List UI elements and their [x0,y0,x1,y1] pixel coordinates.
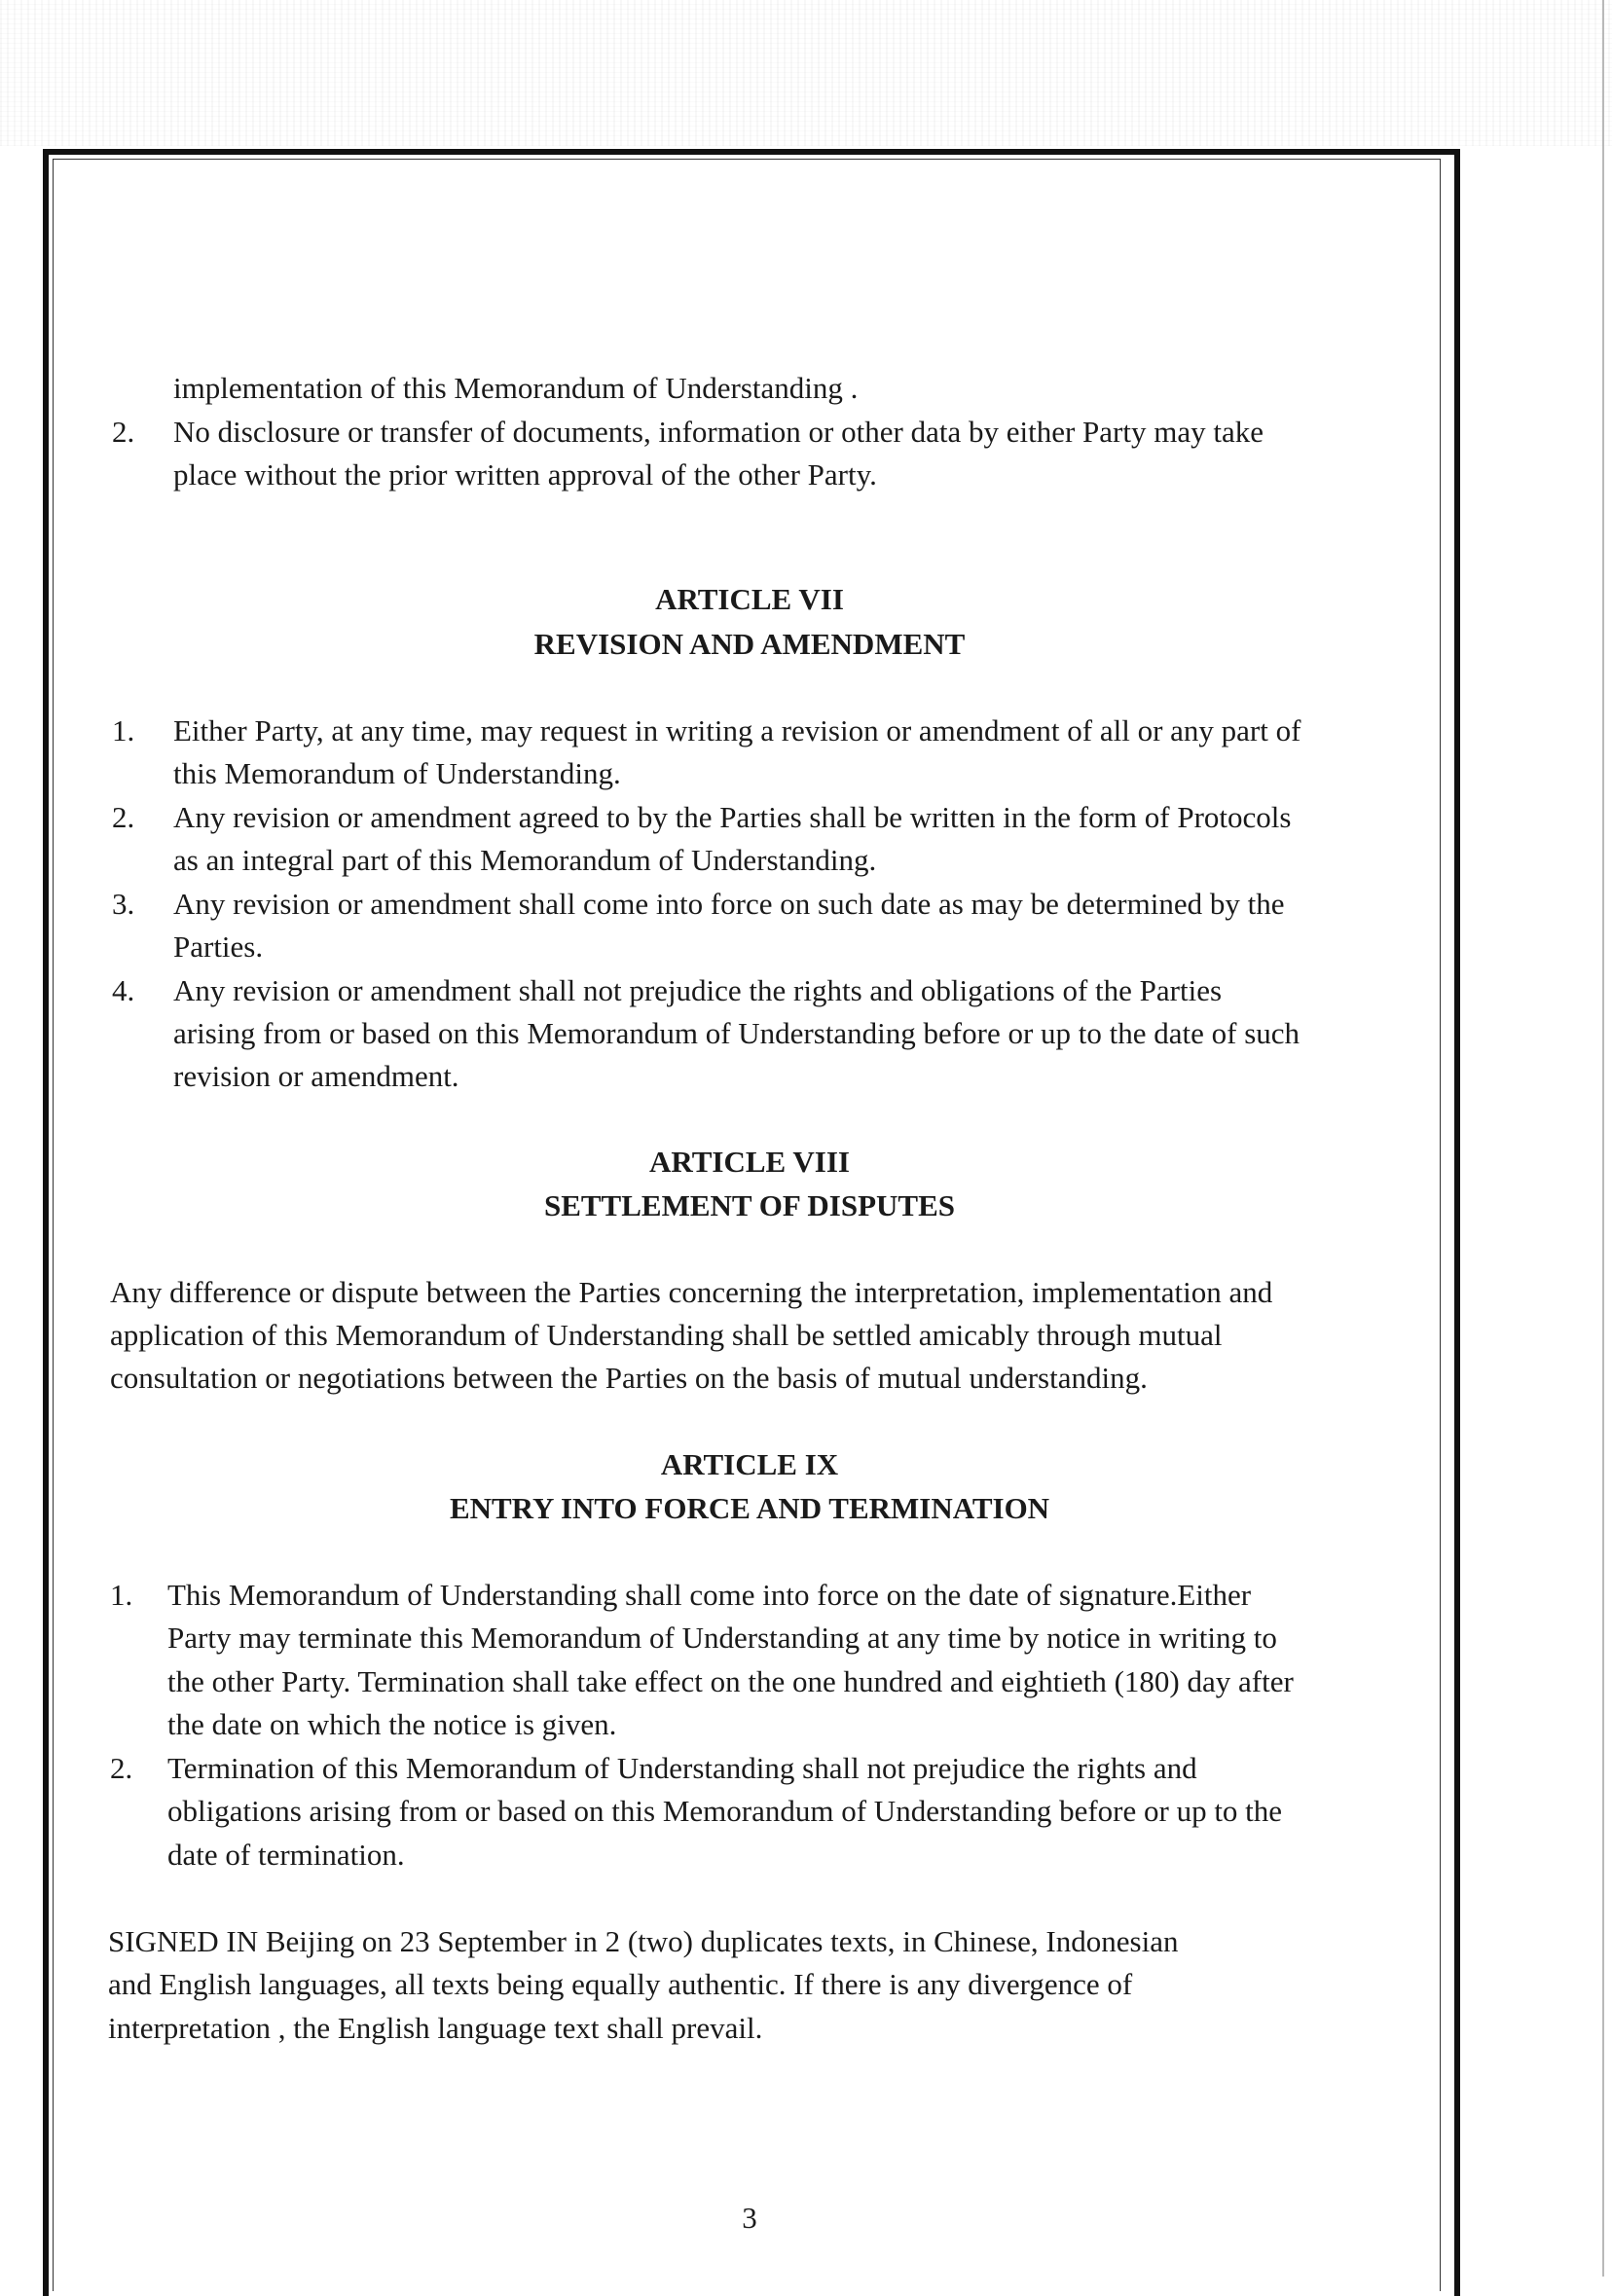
signature-clause-line: interpretation , the English language text shall prevail. [108,2011,763,2045]
article-number-heading: ARTICLE IX [660,1447,839,1481]
article-number-heading: ARTICLE VIII [649,1145,850,1179]
list-item-line: the other Party. Termination shall take effect on the one hundred and eightieth (180) day after [167,1664,1294,1698]
list-item-line: obligations arising from or based on this Memorandum of Understanding before or up to the [167,1794,1283,1828]
signature-clause-line: and English languages, all texts being equally authentic. If there is any divergence of [108,1967,1133,2001]
list-item-line: revision or amendment. [173,1059,459,1093]
list-item-number: 4. [112,973,135,1007]
article-title-heading: ENTRY INTO FORCE AND TERMINATION [449,1491,1050,1525]
page-number: 3 [742,2201,757,2235]
list-item-line: This Memorandum of Understanding shall come into force on the date of signature.Either [167,1578,1252,1612]
list-item-line: Any revision or amendment shall not prejudice the rights and obligations of the Parties [173,973,1223,1007]
list-item-number: 2. [112,800,135,834]
list-item-number: 3. [112,887,135,921]
signature-clause-line: SIGNED IN Beijing on 23 September in 2 (two) duplicates texts, in Chinese, Indonesian [108,1924,1179,1958]
paragraph-line: application of this Memorandum of Understanding shall be settled amicably through mutual [110,1318,1223,1352]
article-title-heading: REVISION AND AMENDMENT [533,627,966,661]
intro-item-number: 2. [112,415,135,449]
list-item-line: Any revision or amendment agreed to by the Parties shall be written in the form of Protocols [173,800,1292,834]
paragraph-line: consultation or negotiations between the Parties on the basis of mutual understanding. [110,1361,1148,1395]
article-title-heading: SETTLEMENT OF DISPUTES [543,1188,956,1222]
list-item-line: as an integral part of this Memorandum of Understanding. [173,843,877,877]
list-item-number: 2. [110,1751,133,1785]
list-item-line: arising from or based on this Memorandum of Understanding before or up to the date of such [173,1016,1301,1050]
article-number-heading: ARTICLE VII [655,582,844,616]
intro-item-line: place without the prior written approval of the other Party. [173,457,877,492]
list-item-line: Termination of this Memorandum of Understanding shall not prejudice the rights and [167,1751,1197,1785]
paragraph-line: Any difference or dispute between the Parties concerning the interpretation, implementation and [110,1275,1273,1309]
list-item-line: this Memorandum of Understanding. [173,756,621,790]
list-item-line: the date on which the notice is given. [167,1707,617,1741]
intro-continuation-line: implementation of this Memorandum of Understanding . [173,371,859,405]
list-item-number: 1. [112,713,135,747]
list-item-number: 1. [110,1578,133,1612]
list-item-line: Any revision or amendment shall come into force on such date as may be determined by the [173,887,1285,921]
list-item-line: date of termination. [167,1838,405,1872]
list-item-line: Either Party, at any time, may request in writing a revision or amendment of all or any part of [173,713,1301,747]
list-item-line: Parties. [173,929,264,964]
list-item-line: Party may terminate this Memorandum of Understanding at any time by notice in writing to [167,1621,1277,1655]
intro-item-line: No disclosure or transfer of documents, information or other data by either Party may take [173,415,1264,449]
